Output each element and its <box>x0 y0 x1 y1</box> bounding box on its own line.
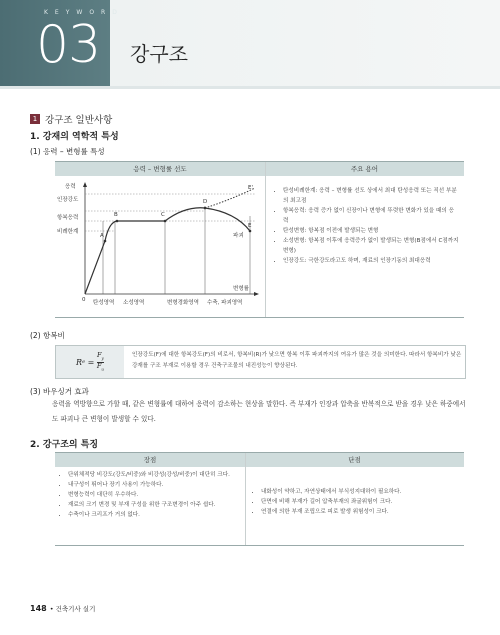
table2-col-pros: 장점 <box>143 456 157 464</box>
x-label-elastic: 탄성영역 <box>93 300 115 306</box>
list-item: • 단면에 비해 부재가 길어 압축부재의 좌굴위험이 크다. <box>261 497 461 507</box>
point-e: E <box>248 223 252 229</box>
list-item: • 연결에 의한 부재 조립으로 피로 발생 위험성이 크다. <box>261 507 461 517</box>
point-e-prime: E' <box>248 185 253 191</box>
true-stress-curve <box>205 188 255 208</box>
heading-1-1: (1) 응력 – 변형률 특성 <box>30 147 105 156</box>
point-d: D <box>203 199 208 205</box>
section-title: 강구조 일반사항 <box>45 114 113 126</box>
point-c: C <box>161 212 165 218</box>
book-title: • 건축기사 실기 <box>49 605 96 613</box>
pros-list <box>58 470 242 520</box>
list-item: • 항복응력: 응력 증가 없이 신장이나 변형에 뚜렷한 변화가 있을 때의 응력 <box>283 206 459 226</box>
list-item: • 단위체적당 비강도(강도/비중)와 비강성(강성/비중)이 대단히 크다. <box>68 470 242 480</box>
list-item: • 인장강도: 극한강도라고도 하며, 재료의 인장기동의 최대응력 <box>283 256 459 266</box>
list-item: • 내화성이 약하고, 자연상태에서 부식성지대하이 필요하다. <box>261 487 461 497</box>
list-item: • 변형능력이 대단히 우수하다. <box>68 490 242 500</box>
y-label-proportional: 비례한계 <box>57 229 79 235</box>
pros-cons-table <box>55 452 464 546</box>
table1-col-right: 주요 용어 <box>350 165 379 173</box>
list-item: • 소성변형: 항복점 이후에 응력증가 없이 발생되는 변형(B점에서 C점까지 변형) <box>283 236 459 256</box>
x-axis-label: 변형률 <box>233 286 249 292</box>
stress-strain-table <box>55 161 464 318</box>
page-number: 148 <box>30 604 47 613</box>
origin-label: 0 <box>82 297 86 303</box>
heading-1-3: (3) 바우싱거 효과 <box>30 387 89 396</box>
terms-list <box>273 186 459 266</box>
header-divider <box>0 86 500 89</box>
heading-1-2: (2) 항복비 <box>30 331 65 340</box>
point-b: B <box>114 212 118 218</box>
y-label-yield: 항복응력 <box>57 215 79 221</box>
table2-col-cons: 단점 <box>348 456 361 464</box>
section-number-badge: 1 <box>30 114 40 124</box>
y-label-stress: 응력 <box>65 184 76 190</box>
stress-strain-curve <box>85 208 250 294</box>
break-label: 파괴 <box>233 233 244 239</box>
section-heading <box>30 113 112 124</box>
x-label-hardening: 변형경화영역 <box>167 300 199 306</box>
list-item: • 수축이나 크리프가 거의 없다. <box>68 510 242 520</box>
stress-strain-diagram <box>55 176 265 317</box>
cons-list <box>251 487 461 517</box>
list-item: • 내구성이 뛰어나 장기 사용이 가능하다. <box>68 480 242 490</box>
x-label-necking: 수축, 파괴영역 <box>207 300 243 306</box>
list-item: • 탄성비례한계: 응력 – 변형률 선도 상에서 최대 탄성응력 또는 직선 부분의 최고점 <box>283 186 459 206</box>
chapter-header <box>0 0 500 86</box>
keyword-label: KEYWORD <box>44 9 124 16</box>
chapter-title: 강구조 <box>130 42 188 66</box>
heading-2: 2. 강구조의 특징 <box>30 440 99 450</box>
yield-ratio-formula: R e = $F_y$ $F_u$ <box>56 346 124 378</box>
page-footer <box>30 604 95 613</box>
yield-ratio-text: 인장강도(F)에 대한 항복강도(F)의 비로서, 항복비(R)가 낮으면 항복 이후 파괴까지의 여유가 많은 것을 의미한다. 따라서 항복비가 낮은 강재를 구조 부재로 이용할 경우 건축구조물의 내진성능이 향상된다. <box>132 352 462 369</box>
heading-1: 1. 강재의 역학적 특성 <box>30 132 119 142</box>
table1-col-left: 응력 – 변형률 선도 <box>133 165 187 173</box>
yield-ratio-box <box>55 345 466 379</box>
x-label-plastic: 소성영역 <box>123 300 145 306</box>
chapter-number: 03 <box>36 15 101 75</box>
bauschinger-paragraph: 응력을 역방향으로 가할 때, 같은 변형률에 대하여 응력이 감소하는 현상을 말한다. 즉 부재가 인장과 압축을 반복적으로 받을 경우 낮은 하중에서도 파괴나 큰 변형이 발생할 수 있다. <box>52 400 466 423</box>
point-a: A <box>100 233 104 239</box>
list-item: • 탄성변형: 항복점 이전에 발생되는 변형 <box>283 226 459 236</box>
list-item: • 재료의 크기 변경 및 부재 구성을 위한 구조변경이 아주 쉽다. <box>68 500 242 510</box>
y-label-tensile: 인장강도 <box>57 197 79 203</box>
